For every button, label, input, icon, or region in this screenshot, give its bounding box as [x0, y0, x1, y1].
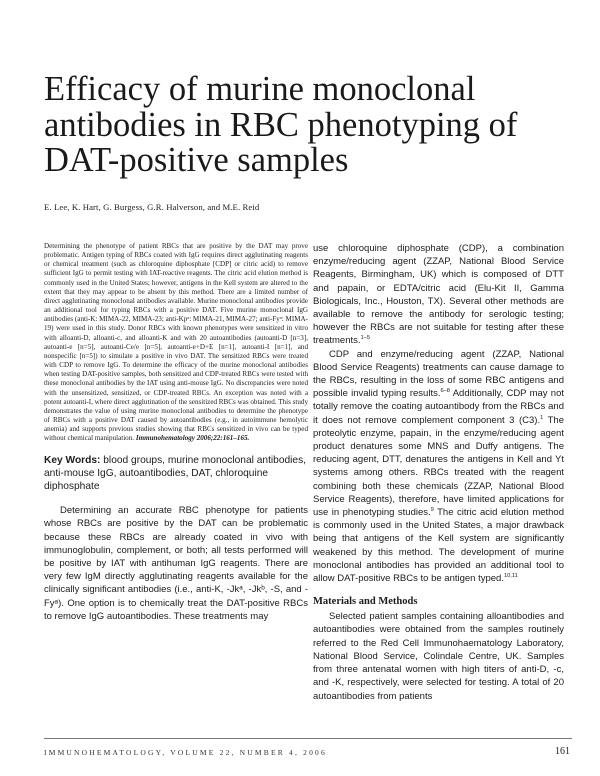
reference-marker: 9: [430, 506, 434, 513]
paragraph-text: CDP and enzyme/reducing agent (ZZAP, National Blood Service Reagents) treatments can cause damage to the RBCs, resulting in the loss of some RBC antigens and possible invalid typing results.: [313, 348, 564, 400]
reference-marker: 6–8: [440, 388, 450, 395]
keywords: [44, 455, 308, 494]
reference-marker: 10,11: [503, 572, 518, 579]
footer-divider: [44, 738, 572, 739]
reference-marker: 1–5: [360, 335, 371, 342]
journal-footer: IMMUNOHEMATOLOGY, VOLUME 22, NUMBER 4, 2006: [44, 748, 327, 757]
abstract-citation: Immunohematology 2006;22:161–165.: [135, 434, 250, 443]
abstract: [44, 242, 308, 443]
intro-paragraph-continued: [313, 242, 564, 348]
section-heading-materials-methods: Materials and Methods: [313, 596, 418, 608]
paragraph-text: Additionally, CDP may not totally remove the coating autoantibody from the RBCs and it does not remove complement component 3 (C3).: [313, 388, 564, 426]
page-number: 161: [555, 746, 570, 757]
paragraph-text: The citric acid elution method is commonly used in the United States, a major drawback being that antigens of the Kell system are significantly weakened by this method. The development of murine monoclonal antibodies has provided an additional tool to allow DAT-positive RBCs to be antigen typed.: [313, 507, 565, 585]
methods-paragraph: Selected patient samples containing alloantibodies and autoantibodies were obtained from the samples routinely referred to the Red Cell Immunohaematology Laboratory, National Blood Service, Colindale Centre, UK. Samples from three antenatal women with high titers of anti-D, -c, and -K, respectively, were selected for testing. A total of 20 autoantibodies from patients: [313, 611, 564, 702]
right-column: [313, 242, 564, 703]
abstract-text: Determining the phenotype of patient RBCs that are positive by the DAT may prove problematic. Antigen typing of RBCs coated with IgG requires direct agglutinating reagents or chemical treatment (such as chloroquine diphosphate [CDP] or citric acid) to remove sufficient IgG to permit testing with IAT-reactive reagents. The citric acid elution method is commonly used in the United States; however, antigens in the Kell system are altered to the extent that they may appear to be absent by this method. There are a limited number of direct agglutinating monoclonal antibodies available. Murine monoclonal antibodies provide an additional tool for typing RBCs with a positive DAT. Five murine monoclonal IgG antibodies (anti-K: MIMA-22, MIMA-23; anti-Kpᵃ: MIMA-21, MIMA-27; anti-Fyᵃ: MIMA-19) were used in this study. Donor RBCs with known phenotypes were sensitized in vitro with alloanti-D, alloanti-c, and alloanti-K and with 20 autoantibodies (autoanti-D [n=3], autoanti-e [n=5], autoanti-Ce/e [n=5], autoanti-e+D+E [n=1], autoanti-I [n=1], and nonspecific [n=5]) to simulate a positive in vivo DAT. The sensitized RBCs were treated with CDP to remove IgG. To determine the efficacy of the murine monoclonal antibodies when testing DAT-positive samples, both sensitized and CDP-treated RBCs were tested with these monoclonal antibodies by the IAT using anti-mouse IgG. No discrepancies were noted with the unsensitized, sensitized, or CDP-treated RBCs. An exception was noted with a potent autoanti-I, where direct agglutination of the sensitized RBCs was obtained. This study demonstrates the value of using murine monoclonal antibodies to determine the phenotype of RBCs with a positive DAT caused by autoantibodies (e.g., in autoimmune hemolytic anemia) and supports previous studies showing that RBCs sensitized in vivo can be typed without chemical manipulation.: [44, 242, 308, 443]
left-column: [44, 242, 308, 623]
keywords-text: blood groups, murine monoclonal antibodies, anti-mouse IgG, autoantibodies, DAT, chloroquine diphosphate: [44, 455, 307, 493]
keywords-label: Key Words:: [44, 455, 101, 467]
article-title: Efficacy of murine monoclonal antibodies in RBC phenotyping of DAT-positive samples: [44, 70, 518, 179]
paragraph-text: The proteolytic enzyme, papain, in the enzyme/reducing agent product denatures some MNS and Duffy antigens. The reducing agent, DTT, denatures the antigens in Kell and Yt systems among others. RBCs treated with the reagent combining both these chemicals (ZZAP, National Blood Service Reagents), therefore, have limited applications for use in phenotyping studies.: [313, 414, 564, 519]
treatment-paragraph: [313, 348, 564, 586]
intro-paragraph: Determining an accurate RBC phenotype for patients whose RBCs are positive by the DAT can be problematic because these RBCs are already coated in vivo with immunoglobulin, complement, or both; all tests performed will be positive by IAT with antihuman IgG reagents. There are very few IgM directly agglutinating reagents available for the clinically significant antibodies (i.e., anti-K, -Jkᵃ, -Jkᵇ, -S, and -Fyᵃ). One option is to chemically treat the DAT-positive RBCs to remove IgG autoantibodies. These treatments may: [44, 505, 308, 622]
paragraph-text: use chloroquine diphosphate (CDP), a combination enzyme/reducing agent (ZZAP, National Blood Service Reagents, Birmingham, UK) which is composed of DTT and papain, or EDTA/citric acid (Elu-Kit II, Gamma Biologicals, Inc., Houston, TX). Several other methods are available to remove the antibody for serologic testing; however the RBCs are not suitable for testing after these treatments.: [313, 243, 564, 347]
reference-marker: 1: [540, 414, 544, 421]
author-list: E. Lee, K. Hart, G. Burgess, G.R. Halverson, and M.E. Reid: [44, 202, 260, 212]
